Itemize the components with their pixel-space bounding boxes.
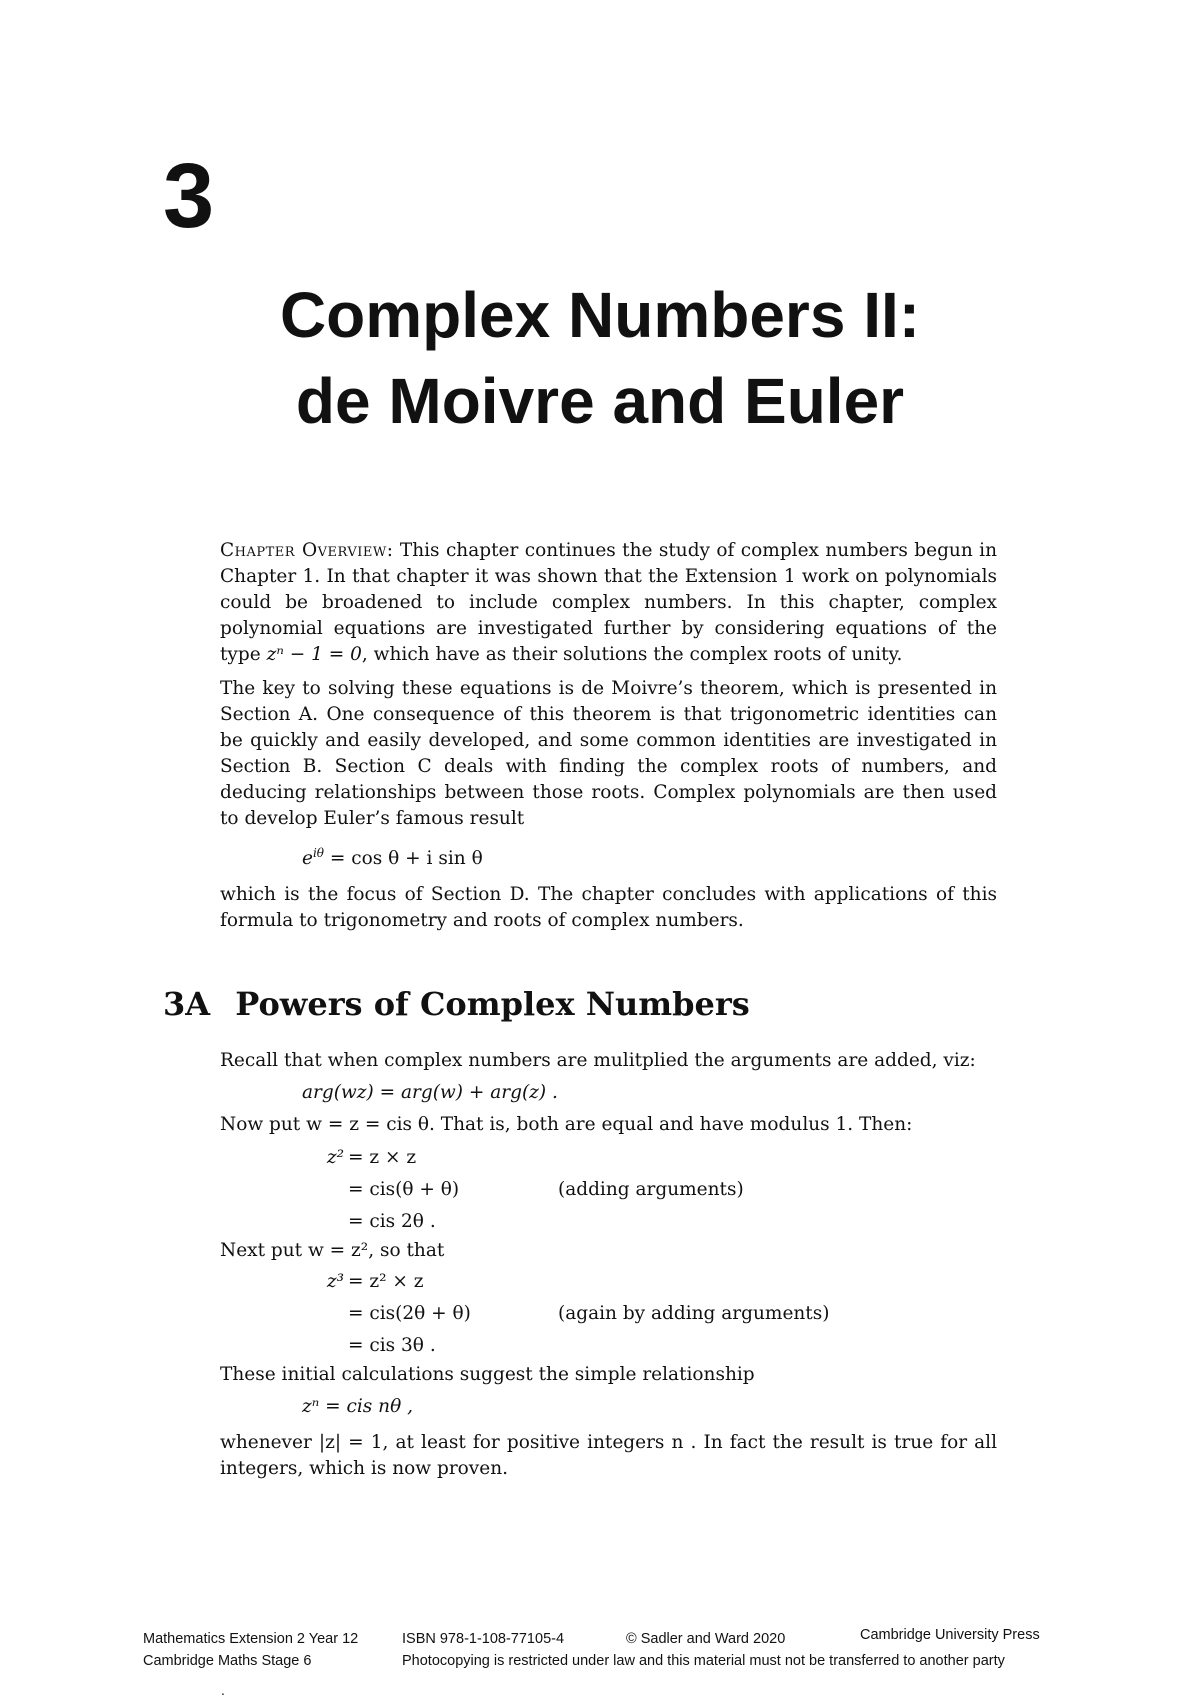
overview-paragraph-2: The key to solving these equations is de Moivre’s theorem, which is presented in Section A. One consequence of this theorem is that trigonometric identities can be quickly and easily developed, and some common identities are investigated in Section B. Section C deals with finding the complex roots of numbers, and deducing relationships between those roots. Complex polynomials are then used to develop Euler’s famous result [220, 678, 997, 829]
section-title: Powers of Complex Numbers [235, 985, 750, 1023]
derivation-rhs: = cis(2θ + θ) [348, 1303, 471, 1324]
chapter-title-line-2: de Moivre and Euler [295, 365, 905, 437]
next-put-text: Next put w = z², so that [220, 1240, 445, 1261]
section-body [220, 1048, 997, 1490]
derivation-note: (adding arguments) [558, 1179, 744, 1200]
section-heading [163, 985, 750, 1023]
overview-paragraph-3: which is the focus of Section D. The chapter concludes with applications of this formula to trigonometry and roots of complex numbers. [220, 884, 997, 932]
derivation-2 [220, 1266, 997, 1362]
chapter-overview [220, 538, 997, 942]
now-put-text: Now put w = z = cis θ. That is, both are equal and have modulus 1. Then: [220, 1114, 913, 1135]
derivation-rhs: = z × z [348, 1147, 417, 1168]
overview-p1-equation: zⁿ − 1 = 0 [266, 644, 362, 665]
overview-p1-end: , which have as their solutions the complex roots of unity. [361, 644, 903, 665]
footer-series: Cambridge Maths Stage 6 [143, 1653, 312, 1669]
derivation-lhs: z² [326, 1147, 344, 1168]
overview-p1-text: This chapter continues the study of complex numbers begun in Chapter 1. In that chapter it was shown that the Extension 1 work on polynomials could be broadened to include complex numbers. In this chapter, complex polynomial equations are investigated further by considering equations of the type [220, 540, 997, 665]
derivation-rhs: = cis 3θ . [348, 1335, 436, 1356]
footer-notice: Photocopying is restricted under law and this material must not be transferred to another party [402, 1653, 1005, 1669]
section-intro: Recall that when complex numbers are mulitplied the arguments are added, viz: [220, 1050, 976, 1071]
footer-dot: . [221, 1682, 225, 1698]
derivation-row [310, 1174, 997, 1206]
derivation-row [310, 1206, 997, 1238]
chapter-number: 3 [163, 145, 215, 247]
zn-equation: zⁿ = cis nθ , [302, 1396, 413, 1417]
derivation-lhs: z³ [326, 1271, 344, 1292]
chapter-title-line-1: Complex Numbers II: [279, 279, 921, 351]
derivation-rhs: = z² × z [348, 1271, 424, 1292]
footer-copyright: © Sadler and Ward 2020 [626, 1631, 786, 1647]
overview-paragraph-1 [220, 538, 997, 668]
derivation-row [310, 1266, 997, 1298]
derivation-rhs: = cis 2θ . [348, 1211, 436, 1232]
footer-isbn: ISBN 978-1-108-77105-4 [402, 1631, 565, 1647]
euler-lhs-base: e [302, 848, 313, 870]
overview-label: Chapter Overview: [220, 540, 394, 561]
derivation-lhs [310, 1330, 344, 1362]
euler-equation [220, 840, 997, 872]
derivation-lhs [310, 1206, 344, 1238]
derivation-row [310, 1142, 997, 1174]
derivation-rhs: = cis(θ + θ) [348, 1179, 460, 1200]
conclusion-text: whenever |z| = 1, at least for positive integers n . In fact the result is true for all integers, which is now proven. [220, 1432, 997, 1479]
arg-equation: arg(wz) = arg(w) + arg(z) . [302, 1082, 558, 1103]
derivation-row [310, 1298, 997, 1330]
derivation-note: (again by adding arguments) [558, 1303, 830, 1324]
derivation-1 [220, 1142, 997, 1238]
derivation-lhs [310, 1298, 344, 1330]
derivation-row [310, 1330, 997, 1362]
derivation-lhs [310, 1174, 344, 1206]
footer-book: Mathematics Extension 2 Year 12 [143, 1631, 359, 1647]
euler-lhs-sup: iθ [312, 846, 325, 860]
euler-rhs: = cos θ + i sin θ [329, 848, 483, 870]
section-number: 3A [163, 985, 211, 1023]
chapter-title [0, 272, 1200, 444]
footer-publisher: Cambridge University Press [860, 1627, 1040, 1643]
suggest-text: These initial calculations suggest the simple relationship [220, 1364, 755, 1385]
